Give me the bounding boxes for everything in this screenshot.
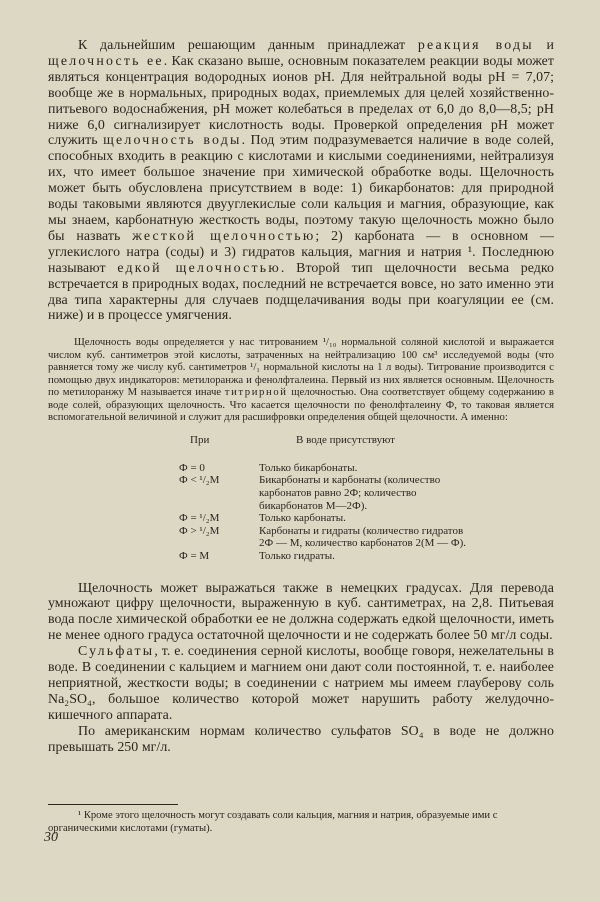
- paragraph-titration: Щелочность воды определяется у нас титрованием ¹/₁₀ нормальной соляной кислотой и выражается числом куб. сантиметров этой кислоты, затраченных на нейтрализацию 100 см³ исследуемой воды (что равняется тому же числу куб. сантиметров ¹/₁ нормальной кислоты на 1 л воды). Титрование производится с помощью двух индикаторов: метилоранжа и фенолфталеина. Первый из них является основным. Щелочность по метилоранжу М называется иначе титрирной щелочностью. Она соответствует общему содержанию в воде солей, образующих щелочность. Что касается щелочности по фенолфталеину Ф, то таковая является вспомогательной величиной и служит для расшифровки определения общей щелочности. А именно:: [48, 336, 554, 424]
- table-cond: Ф = ¹/₂М: [179, 512, 220, 525]
- paragraph-german-degrees: Щелочность может выражаться также в немецких градусах. Для перевода умножают цифру щелочности, выраженную в куб. сантиметрах, на 2,8. Питьевая вода после химической обработки ее не должна содержать едкой щелочности, иметь не менее одного градуса остаточной щелочности и не содержать более 50 мг/л соды.: [48, 580, 554, 644]
- table-cond: Ф = М: [179, 549, 210, 562]
- table-cond: Ф < ¹/₂М: [179, 474, 220, 487]
- table-header-right: В воде присутствуют: [296, 433, 395, 446]
- alkalinity-table: [48, 434, 554, 563]
- paragraph-reaction: К дальнейшим решающим данным принадлежат реакция воды и щелочность ее. Как сказано выше, основным показателем реакции воды может являться концентрация водородных ионов рН. Для нейтральной воды рН = 7,07; вообще же в нормальных, природных водах, приемлемых для целей хозяйственно-питьевого водоснабжения, рН может колебаться в пределах от 6,0 до 8,0—8,5; рН ниже 6,0 сигнализирует кислотность воды. Проверкой определения рН может служить щелочность воды. Под этим подразумевается наличие в воде солей, способных входить в реакцию с кислотами и кислыми соединениями, нейтрализуя их, что имеет большое значение при химической обработке воды. Щелочность может быть обусловлена присутствием в воде: 1) бикарбонатов: для природной воды таковыми являются двууглекислые соли кальция и магния, образующие, как мы знаем, карбонатную жесткость воды, поэтому такую щелочность можно было бы назвать жесткой щелочностью; 2) карбоната — в основном — углекислого натра (соды) и 3) гидратов кальция, магния и натрия ¹. Последнюю называют едкой щелочностью. Второй тип щелочности весьма редко встречается в природных водах, последний не встречается вовсе, но зато именно эти два типа характерны для случаев подщелачивания воды при коагуляции ее (см. ниже) и в процессе умягчения.: [48, 38, 555, 324]
- table-header: [48, 434, 554, 462]
- table-desc: Только бикарбонаты.: [259, 461, 358, 474]
- table-row: [48, 512, 554, 525]
- page-body: [48, 38, 554, 835]
- table-row: [48, 462, 554, 475]
- table-row: [48, 550, 554, 563]
- footnote-divider: [48, 804, 178, 805]
- table-row: [48, 474, 554, 512]
- table-cond: Ф > ¹/₂М: [179, 524, 220, 537]
- table-row: [48, 525, 554, 550]
- page-number: 30: [44, 830, 58, 845]
- footnote: ¹ Кроме этого щелочность могут создавать соли кальция, магния и натрия, образуемые ими с органическими кислотами (гуматы).: [48, 809, 498, 834]
- table-desc: Только гидраты.: [259, 549, 335, 562]
- table-desc: Только карбонаты.: [259, 512, 346, 525]
- table-desc: Бикарбонаты и карбонаты (количество карбонатов равно 2Ф; количество бикарбонатов М—2Ф).: [259, 474, 441, 512]
- table-cond: Ф = 0: [179, 461, 205, 474]
- table-header-left: При: [190, 433, 210, 446]
- table-desc: Карбонаты и гидраты (количество гидратов 2Ф — М, количество карбонатов 2(М — Ф).: [259, 524, 467, 550]
- paragraph-sulfates: Сульфаты, т. е. соединения серной кислоты, вообще говоря, нежелательны в воде. В соединении с кальцием и магнием они дают соли постоянной, т. е. наиболее неприятной, жесткости воды; в соединении с натрием мы имеем глауберову соль Na₂SO₄, большое количество которой может нарушить работу желудочно-кишечного аппарата.: [48, 644, 554, 723]
- paragraph-american-norms: По американским нормам количество сульфатов SO₄ в воде не должно превышать 250 мг/л.: [48, 723, 554, 755]
